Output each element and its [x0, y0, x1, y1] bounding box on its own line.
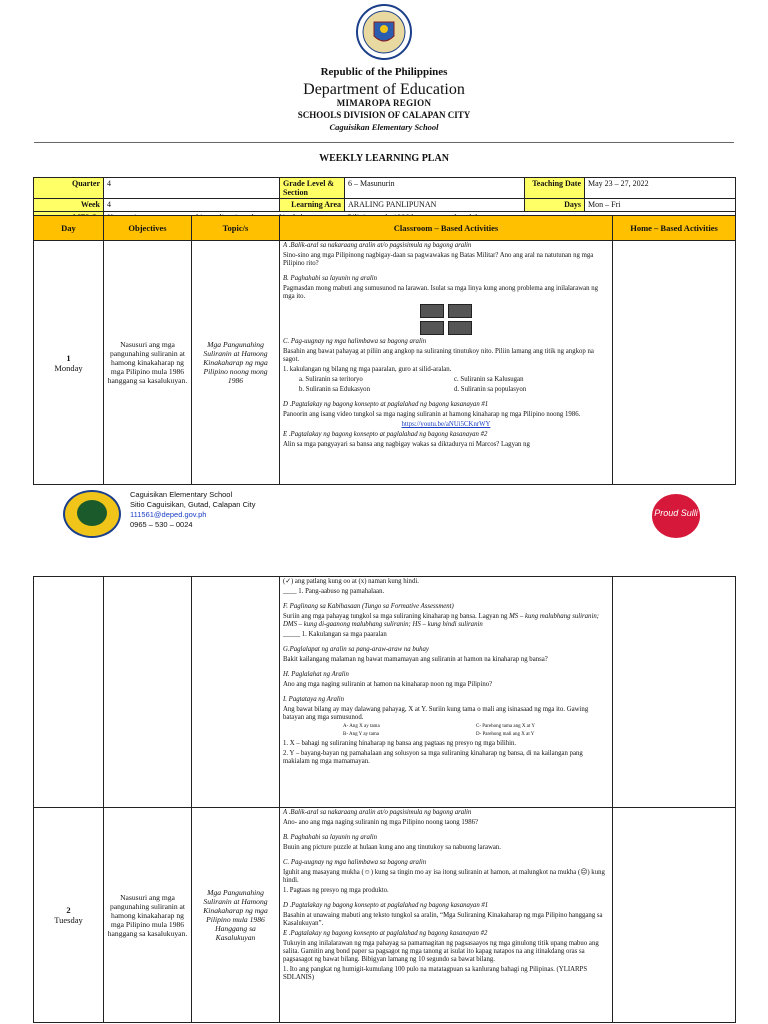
step-g-text: Bakit kailangang malaman ng bawat mamamayan ang suliranin at hamon na kinaharap ng bansa?	[283, 656, 548, 663]
step-i-heading: I. Pagtataya ng Aralin	[283, 696, 345, 703]
step-d-text: Basahin at unawaing mabuti ang teksto tungkol sa aralin, “Mga Suliraning Kinakaharap ng mga Pilipino hanggang sa Kasalukuyan”.	[283, 912, 603, 927]
step-b-heading: B. Paghahabi sa layunin ng aralin	[283, 275, 378, 282]
col-objectives: Objectives	[104, 216, 192, 241]
footer-email-link[interactable]: 111561@deped.gov.ph	[130, 510, 207, 519]
area-label: Learning Area	[280, 199, 345, 212]
country-heading: Republic of the Philippines	[320, 66, 448, 78]
choice-options	[283, 376, 609, 396]
quarter-label: Quarter	[34, 178, 104, 199]
day-cell-monday	[34, 241, 104, 485]
day-number: 1	[66, 352, 71, 363]
home-activities-cell	[613, 808, 736, 1023]
day-name: Monday	[54, 362, 83, 373]
step-f-legend: MS – kung malubhang suliranin; DMS – kung di-gaanong malubhang suliranin; HS – kung hindi suliranin	[283, 613, 600, 628]
option-a: a. Suliranin sa teritoryo	[299, 376, 363, 383]
badge-text: Proud Sulli	[654, 508, 698, 518]
region-heading: MIMAROPA REGION	[336, 98, 432, 108]
week-value: 4	[104, 199, 280, 212]
step-a-text: Ano- ano ang mga naging suliranin ng mga Pilipino noong taong 1986?	[283, 819, 479, 826]
option-c: c. Suliranin sa Kalusugan	[454, 376, 524, 383]
deped-seal-logo	[356, 4, 412, 60]
topic-cell: Mga Pangunahing Suliranin at Hamong Kinakaharap ng mga Pilipino mula 1986 Hanggang sa Kasalukuyan	[192, 808, 280, 1023]
footer-address: Sitio Caguisikan, Gutad, Calapan City	[130, 500, 256, 509]
step-i-item1: 1. X – bahagi ng suliraning hinaharap ng bansa ang pagtaas ng presyo ng mga bilihin.	[283, 740, 517, 747]
day-cell-continued	[34, 577, 104, 808]
photo	[420, 321, 444, 335]
key-a: A- Ang X ay tama	[343, 724, 380, 729]
problem-photos-row1	[283, 304, 609, 318]
footer-contact	[130, 490, 255, 530]
key-b: B- Ang Y ay tama	[343, 732, 380, 737]
footer-phone: 0965 – 530 – 0024	[130, 520, 193, 529]
key-d: D- Parehong mali ang X at Y	[476, 732, 535, 737]
classroom-activities-cell	[280, 241, 613, 485]
option-b: b. Suliranin sa Edukasyon	[299, 386, 370, 393]
day-name: Tuesday	[54, 915, 83, 925]
step-i-text: Ang bawat bilang ay may dalawang pahayag, X at Y. Suriin kung tama o mali ang isinasaad ng mga ito. Gawing batayan ang mga sumusunod.	[283, 706, 589, 721]
step-h-heading: H. Paglalahat ng Aralin	[283, 671, 349, 678]
step-e-item: 1. Ito ang pangkat ng humigit-kumulang 100 pulo na matatagpuan sa kanlurang bahagi ng Pilipinas. (YLIARPS SDLANIS)	[283, 966, 588, 981]
col-home: Home – Based Activities	[613, 216, 736, 241]
days-label: Days	[525, 199, 585, 212]
step-i-item2: 2. Y – bayang-bayan ng pamahalaan ang solusyon sa mga suliraning kinaharap ng bansa, di na kailangan pang makialam ng mga mamamayan.	[283, 750, 583, 765]
teaching-date-value: May 23 – 27, 2022	[585, 178, 736, 199]
step-c-item: 1. kakulangan ng bilang ng mga paaralan, guro at silid-aralan.	[283, 366, 452, 373]
grade-label: Grade Level & Section	[280, 178, 345, 199]
page-title: WEEKLY LEARNING PLAN	[319, 153, 449, 164]
cont-line1: (✓) ang patlang kung oo at (x) naman kung hindi.	[283, 578, 419, 585]
header-divider	[34, 142, 734, 143]
step-e-text: Alin sa mga pangyayari sa bansa ang nagbigay wakas sa diktadurya ni Marcos? Lagyan ng	[283, 441, 530, 448]
department-heading: Department of Education	[303, 81, 465, 98]
school-heading: Caguisikan Elementary School	[329, 122, 439, 132]
objective-cell-continued	[104, 577, 192, 808]
step-c-text: Iguhit ang masayang mukha (☺) kung sa tingin mo ay isa itong suliranin at hamon, at malungkot na mukha (☹) kung hindi.	[283, 869, 605, 884]
step-f-heading: F. Paglinang sa Kabihasaan (Tungo sa Formative Assessment)	[283, 603, 454, 610]
photo	[420, 304, 444, 318]
col-classroom: Classroom – Based Activities	[280, 216, 613, 241]
step-a-heading: A .Balik-aral sa nakaraang aralin at/o pagsisimula ng bagong aralin	[283, 242, 472, 249]
step-c-item: 1. Pagtaas ng presyo ng mga produkto.	[283, 887, 389, 894]
teaching-date-label: Teaching Date	[525, 178, 585, 199]
classroom-activities-cell	[280, 808, 613, 1023]
area-value: ARALING PANLIPUNAN	[345, 199, 525, 212]
objective-cell: Nasusuri ang mga pangunahing suliranin at hamong kinakaharap ng mga Pilipino mula 1986 hanggang sa kasalukuyan.	[104, 808, 192, 1023]
col-day: Day	[34, 216, 104, 241]
photo	[448, 321, 472, 335]
footer-school: Caguisikan Elementary School	[130, 490, 233, 499]
activities-table-page1	[33, 215, 736, 485]
step-e-heading: E .Pagtalakay ng bagong konsepto at paglalahad ng bagong kasanayan #2	[283, 930, 488, 937]
step-e-heading: E .Pagtalakay ng bagong konsepto at paglalahad ng bagong kasanayan #2	[283, 431, 488, 438]
step-d-heading: D .Pagtalakay ng bagong konsepto at paglalahad ng bagong kasanayan #1	[283, 902, 489, 909]
step-c-heading: C. Pag-uugnay ng mga halimbawa sa bagong aralin	[283, 859, 427, 866]
step-d-text: Panoorin ang isang video tungkol sa mga naging suliranin at hamong kinaharap ng mga Pilipino noong 1986.	[283, 411, 581, 418]
answer-key	[283, 724, 609, 740]
video-link[interactable]: https://youtu.be/aNUi5CKnrWY	[401, 421, 491, 428]
objective-cell: Nasusuri ang mga pangunahing suliranin at hamong kinakaharap ng mga Pilipino mula 1986 hanggang sa kasalukuyan.	[104, 241, 192, 485]
page-footer	[0, 484, 768, 544]
day-cell-tuesday	[34, 808, 104, 1023]
division-heading: SCHOOLS DIVISION OF CALAPAN CITY	[297, 110, 471, 120]
step-c-text: Basahin ang bawat pahayag at piliin ang angkop na suliraning tinutukoy nito. Piliin lamang ang titik ng angkop na sagot.	[283, 348, 594, 363]
proud-badge-logo	[652, 494, 700, 538]
step-h-text: Ano ang mga naging suliranin at hamon na kinaharap noon ng mga Pilipino?	[283, 681, 493, 688]
home-activities-cell-continued	[613, 577, 736, 808]
topic-cell-continued	[192, 577, 280, 808]
problem-photos-row2	[283, 321, 609, 335]
step-c-heading: C. Pag-uugnay ng mga halimbawa sa bagong aralin	[283, 338, 427, 345]
step-g-heading: G.Paglalapat ng aralin sa pang-araw-araw na buhay	[283, 646, 429, 653]
topic-cell: Mga Pangunahing Suliranin at Hamong Kinakaharap ng mga Pilipino noong mong 1986	[192, 241, 280, 485]
week-label: Week	[34, 199, 104, 212]
step-b-text: Buuin ang picture puzzle at hulaan kung ano ang tinutukoy sa nabuong larawan.	[283, 844, 502, 851]
step-f-text: Suriin ang mga pahayag tungkol sa mga suliraning kinaharap ng bansa. Lagyan ng	[283, 613, 508, 620]
quarter-value: 4	[104, 178, 280, 199]
day-number: 2	[66, 905, 71, 915]
classroom-activities-cell-continued	[280, 577, 613, 808]
school-logo	[63, 490, 121, 538]
step-a-heading: A .Balik-aral sa nakaraang aralin at/o pagsisimula ng bagong aralin	[283, 809, 472, 816]
days-value: Mon – Fri	[585, 199, 736, 212]
home-activities-cell	[613, 241, 736, 485]
grade-value: 6 – Masunurin	[345, 178, 525, 199]
col-topics: Topic/s	[192, 216, 280, 241]
option-d: d. Suliranin sa populasyon	[454, 386, 527, 393]
photo	[448, 304, 472, 318]
step-e-text: Tukuyin ang inilalarawan ng mga pahayag sa pamamagitan ng pagsasaayos ng mga ginulong titik upang mabuo ang salita. Gamitin ang bond paper sa pagsagot ng mga tanong at isulat ito kapag natapos na ang itinakdang oras sa pagsasagot ng bawat bilang. Bibigyan lamang ng 10 segundo sa bawat bilang.	[283, 940, 599, 963]
step-b-heading: B. Paghahabi sa layunin ng aralin	[283, 834, 378, 841]
step-b-text: Pagmasdan mong mabuti ang sumusunod na larawan. Isulat sa mga linya kung anong problema ang inilalarawan ng mga ito.	[283, 285, 599, 300]
step-f-item: _____ 1. Kakulangan sa mga paaralan	[283, 631, 387, 638]
key-c: C- Parehong tama ang X at Y	[476, 724, 535, 729]
step-d-heading: D .Pagtalakay ng bagong konsepto at paglalahad ng bagong kasanayan #1	[283, 401, 489, 408]
activities-table-page2	[33, 576, 736, 1023]
cont-line2: ____ 1. Pang-aabuso ng pamahalaan.	[283, 588, 385, 595]
step-a-text: Sino-sino ang mga Pilipinong nagbigay-daan sa pagwawakas ng Batas Militar? Ano ang aral na natutunan ng mga Pilipino rito?	[283, 252, 594, 267]
